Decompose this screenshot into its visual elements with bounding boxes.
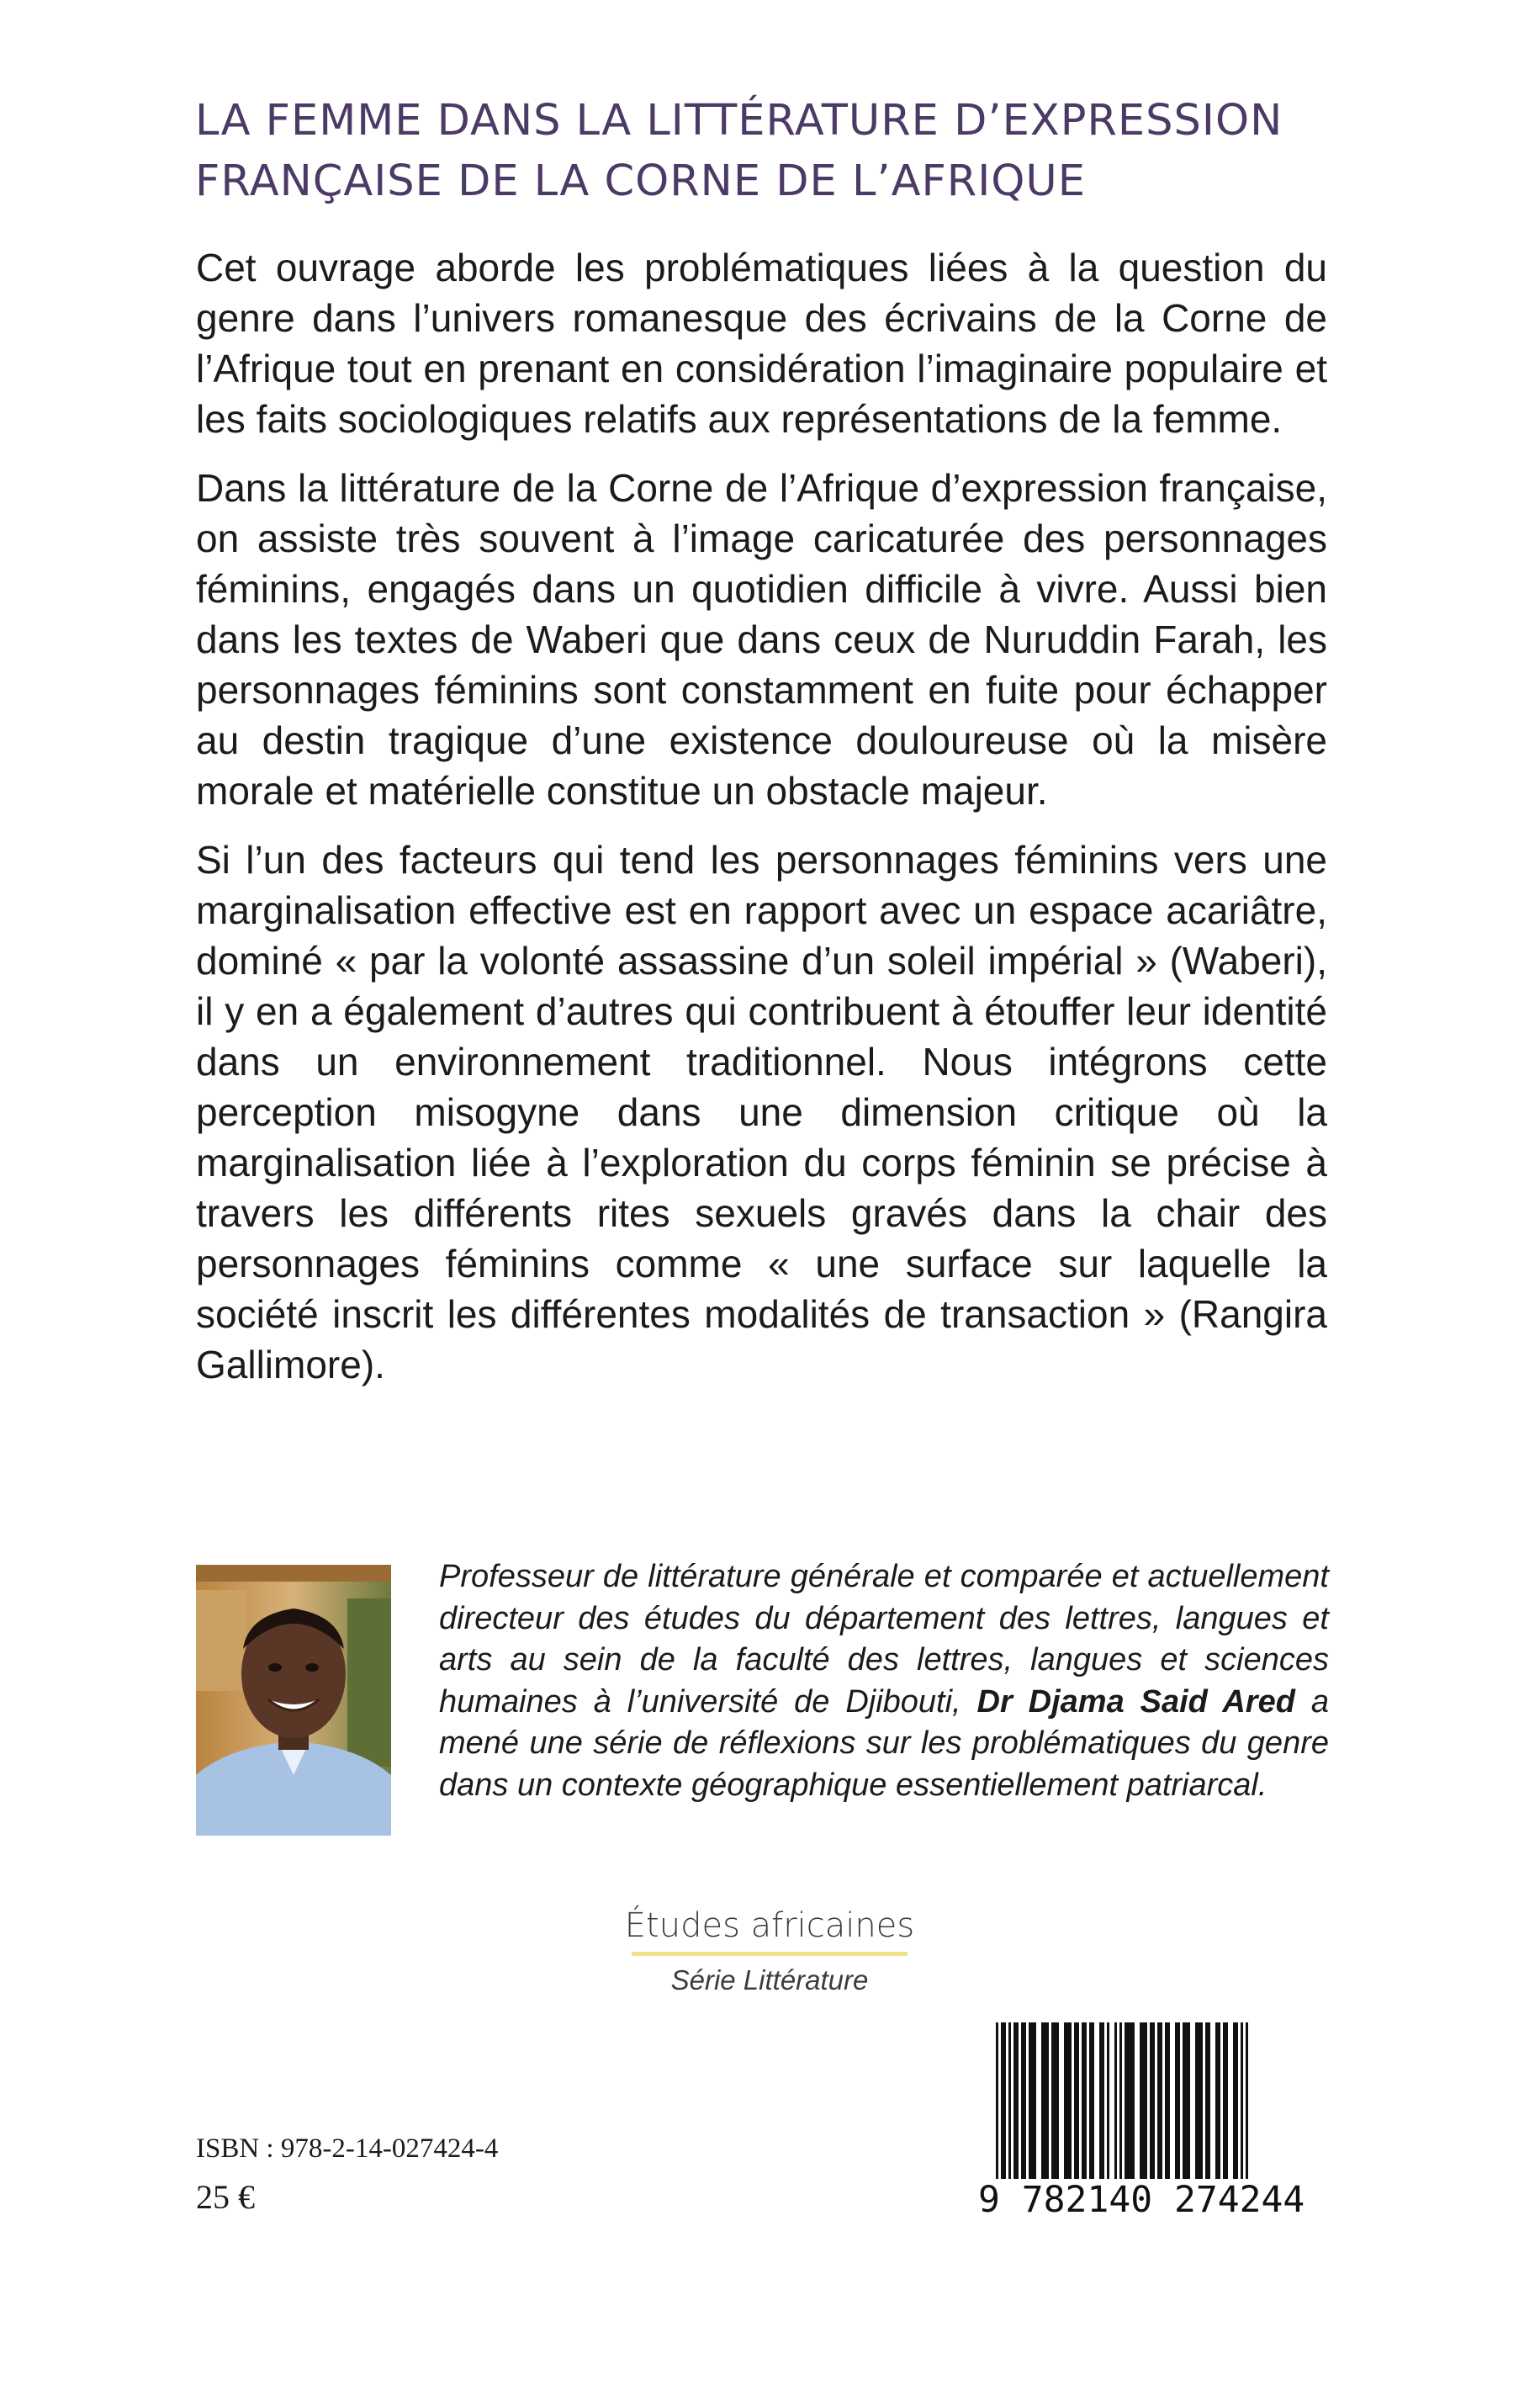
barcode-bar	[1140, 2022, 1147, 2179]
barcode-bar	[1233, 2022, 1238, 2179]
book-title-line-1: LA FEMME DANS LA LITTÉRATURE D’EXPRESSION	[195, 96, 1283, 146]
description-paragraph-2: Dans la littérature de la Corne de l’Afrique d’expression française, on assiste très souvent à l’image caricaturée des personnages féminins, engagés dans un quotidien difficile à vivre. Aussi bien dans les textes de Waberi que dans ceux de Nuruddin Farah, les personnages féminins sont constamment en fuite pour échapper au destin tragique d’une existence douloureuse où la misère morale et matérielle constitue un obstacle majeur.	[196, 466, 1327, 813]
barcode-bar	[1215, 2022, 1220, 2179]
subseries-name: Série Littérature	[670, 1964, 869, 1995]
barcode-bar	[1082, 2022, 1087, 2179]
barcode-bar	[1205, 2022, 1210, 2179]
barcode-bar	[1127, 2022, 1135, 2179]
price: 25 €	[196, 2178, 255, 2216]
author-biography	[439, 1556, 1329, 1806]
series-block	[589, 1903, 950, 1998]
author-name: Dr Djama Said Ared	[976, 1683, 1295, 1720]
barcode-digits-text: 9 782140 274244	[978, 2179, 1305, 2221]
barcode-bar	[1150, 2022, 1155, 2179]
author-bio-start: Professeur de littérature générale et comparée et actuellement directeur des études du département des lettres, langues et arts au sein de la faculté des lettres, langues et sciences humaines à l’université de Djibouti,	[439, 1559, 1329, 1720]
barcode-bar	[1107, 2022, 1109, 2179]
barcode-digits	[977, 2179, 1326, 2221]
book-title-line-2: FRANÇAISE DE LA CORNE DE L’AFRIQUE	[195, 156, 1086, 206]
barcode-bar	[1041, 2022, 1049, 2179]
barcode-bar	[1074, 2022, 1079, 2179]
description-paragraph-1: Cet ouvrage aborde les problématiques liées à la question du genre dans l’univers romanesque des écrivains de la Corne de l’Afrique tout en prenant en considération l’imaginaire populaire et les faits sociologiques relatifs aux représentations de la femme.	[196, 246, 1327, 441]
series-underline	[632, 1952, 908, 1956]
barcode-bar	[1013, 2022, 1019, 2179]
barcode-bar	[1175, 2022, 1180, 2179]
barcode-bar	[1021, 2022, 1026, 2179]
barcode-bar	[1195, 2022, 1203, 2179]
book-title	[195, 91, 1389, 212]
barcode-bar	[1223, 2022, 1228, 2179]
isbn-number: ISBN : 978-2-14-027424-4	[196, 2133, 499, 2164]
series-name: Études africaines	[624, 1906, 915, 1945]
author-photo	[196, 1565, 391, 1836]
barcode-bar	[1089, 2022, 1094, 2179]
barcode-bar	[1029, 2022, 1036, 2179]
barcode-bar	[1183, 2022, 1190, 2179]
barcode-bar	[1099, 2022, 1104, 2179]
barcode-bar	[1157, 2022, 1162, 2179]
author-portrait-image	[196, 1565, 391, 1836]
barcode-bar	[1003, 2022, 1006, 2179]
barcode-bar	[1064, 2022, 1072, 2179]
barcode-bar	[1165, 2022, 1170, 2179]
author-bio-end: a mené une série de réflexions sur les problématiques du genre dans un contexte géographique essentiellement patriarcal.	[439, 1683, 1329, 1803]
barcode-bar	[1051, 2022, 1059, 2179]
barcode-bar	[1008, 2022, 1011, 2179]
back-cover-description	[196, 242, 1327, 1408]
barcode-bar	[1114, 2022, 1117, 2179]
description-paragraph-3: Si l’un des facteurs qui tend les personnages féminins vers une marginalisation effective est en rapport avec un espace acariâtre, dominé « par la volonté assassine d’un soleil impérial » (Waberi), il y en a également d’autres qui contribuent à étouffer leur identité dans un environnement traditionnel. Nous intégrons cette perception misogyne dans une dimension critique où la marginalisation liée à l’exploration du corps féminin se précise à travers les différents rites sexuels gravés dans la chair des personnages féminins comme « une surface sur laquelle la société inscrit les différentes modalités de transaction » (Rangira Gallimore).	[196, 838, 1327, 1386]
